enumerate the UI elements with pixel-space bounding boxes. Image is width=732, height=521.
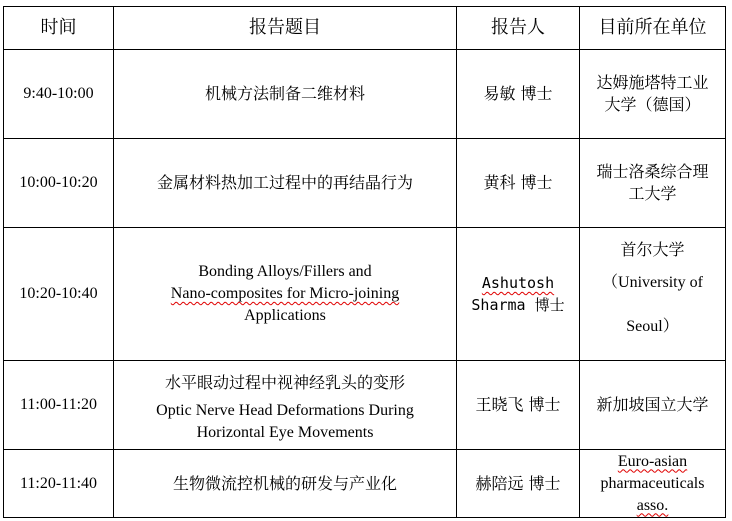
affiliation-line: Euro-asian: [617, 452, 688, 470]
title-line-en: Horizontal Eye Movements: [196, 424, 374, 441]
affiliation-cell: [580, 139, 726, 228]
speaker-cell: 赫陪远 博士: [457, 450, 580, 518]
affiliation-line: 首尔大学: [620, 240, 685, 259]
speaker-cell: 王晓飞 博士: [457, 361, 580, 450]
affiliation-line: 大学（德国）: [604, 95, 701, 114]
speaker-cell: 易敏 博士: [457, 50, 580, 139]
affiliation-cell: [580, 50, 726, 139]
title-cell: 生物微流控机械的研发与产业化: [114, 450, 457, 518]
speaker-cell: 黄科 博士: [457, 139, 580, 228]
header-speaker: 报告人: [457, 7, 580, 50]
affiliation-line: pharmaceuticals: [600, 474, 705, 492]
speaker-line: Ashutosh: [481, 274, 555, 292]
time-cell: 10:00-10:20: [4, 139, 114, 228]
title-cell: [114, 361, 457, 450]
header-time: 时间: [4, 7, 114, 50]
header-affiliation: 目前所在单位: [580, 7, 726, 50]
table-row: [4, 361, 726, 450]
title-line-zh: 水平眼动过程中视神经乳头的变形: [164, 373, 405, 392]
table-row: [4, 50, 726, 139]
affiliation-line: 瑞士洛桑综合理: [596, 162, 709, 181]
schedule-table: [3, 6, 726, 518]
title-line-en: Optic Nerve Head Deformations During: [156, 402, 414, 419]
title-cell: 金属材料热加工过程中的再结晶行为: [114, 139, 457, 228]
affiliation-line: Seoul）: [626, 318, 679, 335]
title-line: Applications: [244, 307, 326, 324]
affiliation-cell: [580, 228, 726, 361]
table-row: [4, 228, 726, 361]
title-line: Bonding Alloys/Fillers and: [198, 263, 372, 280]
speaker-line: Sharma 博士: [471, 296, 565, 314]
header-title: 报告题目: [114, 7, 457, 50]
table-row: [4, 450, 726, 518]
title-cell: [114, 228, 457, 361]
affiliation-line: 工大学: [628, 184, 677, 203]
time-cell: 10:20-10:40: [4, 228, 114, 361]
title-line: Nano-composites for Micro-joining: [170, 285, 400, 302]
title-cell: 机械方法制备二维材料: [114, 50, 457, 139]
affiliation-cell: 新加坡国立大学: [580, 361, 726, 450]
time-cell: 9:40-10:00: [4, 50, 114, 139]
time-cell: 11:00-11:20: [4, 361, 114, 450]
time-cell: 11:20-11:40: [4, 450, 114, 518]
affiliation-cell: [580, 450, 726, 518]
speaker-cell: [457, 228, 580, 361]
header-row: [4, 7, 726, 50]
affiliation-line: （University of: [602, 274, 703, 291]
affiliation-line: 达姆施塔特工业: [596, 73, 709, 92]
affiliation-line: asso.: [636, 496, 669, 514]
table-row: [4, 139, 726, 228]
